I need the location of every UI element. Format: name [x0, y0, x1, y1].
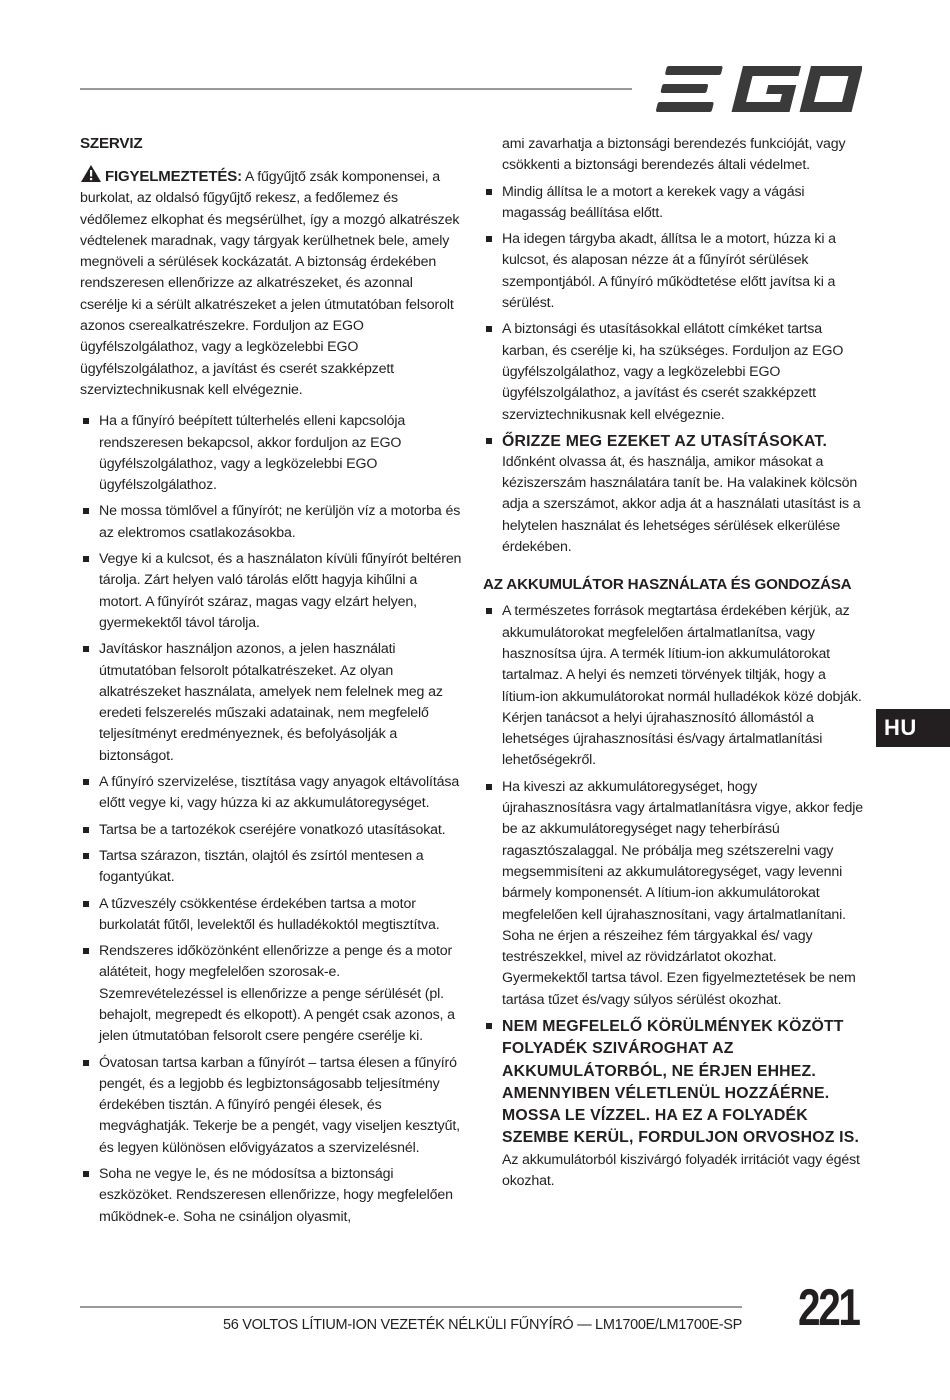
- list-item: Ha idegen tárgyba akadt, állítsa le a motort, húzza ki a kulcsot, és alaposan nézze át a fűnyírót sérülések szempontjából. A fűnyíró működtetése előtt javítsa ki a sérülést.: [483, 229, 865, 314]
- keep-instructions-heading: ŐRIZZE MEG EZEKET AZ UTASÍTÁSOKAT.: [502, 432, 828, 450]
- continued-text: ami zavarhatja a biztonsági berendezés funkcióját, vagy csökkenti a biztonsági berendezés általi védelmet.: [502, 136, 846, 174]
- leak-warning-heading: NEM MEGFELELŐ KÖRÜLMÉNYEK KÖZÖTT FOLYADÉK SZIVÁROGHAT AZ AKKUMULÁTORBÓL, NE ÉRJEN EHHEZ. AMENNYIBEN VÉLETLENÜL HOZZÁÉRNE. MOSSA LE VÍZZEL. HA EZ A FOLYADÉK SZEMBE KERÜL, FORDULJON ORVOSHOZ IS.: [502, 1017, 860, 1147]
- list-item: A biztonsági és utasításokkal ellátott címkéket tartsa karban, és cserélje ki, ha szükséges. Forduljon az EGO ügyfélszolgálathoz, vagy a legközelebbi EGO ügyfélszolgálathoz, a javítást és cserét szakképzett szerviztechnikusnak kell elvégeznie.: [483, 319, 865, 425]
- list-item: Tartsa be a tartozékok cseréjére vonatkozó utasításokat.: [80, 820, 462, 841]
- service-heading: SZERVIZ: [80, 135, 143, 152]
- battery-list: [483, 601, 865, 1192]
- list-item: Mindig állítsa le a motort a kerekek vagy a vágási magasság beállítása előtt.: [483, 182, 865, 225]
- warning-label: FIGYELMEZTETÉS:: [105, 168, 242, 185]
- list-item: Ha kiveszi az akkumulátoregységet, hogy újrahasznosításra vagy ártalmatlanításra vigye, akkor fedje be az akkumulátoregységet nagy teherbírású ragasztószalaggal. Ne próbálja meg szétszerelni vagy megsemmisíteni az akkumulátoregységet, vagy levenni bármely komponensét. A lítium-ion akkumulátorokat megfelelően kell újrahasznosítani, vagy ártalmatlanítani. Soha ne érjen a részeihez fém tárgyakkal és/ vagy testrészekkel, mivel az rövidzárlatot okozhat. Gyermekektől tartsa távol. Ezen figyelmeztetések be nem tartása tűzet és/vagy súlyos sérülést okozhat.: [483, 777, 865, 1011]
- list-item: Soha ne vegye le, és ne módosítsa a biztonsági eszközöket. Rendszeresen ellenőrizze, hogy megfelelően működnek-e. Soha ne csináljon olyasmit,: [80, 1164, 462, 1228]
- list-item: Óvatosan tartsa karban a fűnyírót – tartsa élesen a fűnyíró pengét, és a legjobb és legbiztonságosabb teljesítmény érdekében tisztán. A fűnyíró pengéi élesek, és megvághatják. Tekerje be a pengét, vagy viseljen kesztyűt, és legyen különösen elővigyázatos a szervizelésnél.: [80, 1053, 462, 1159]
- footer-title: 56 VOLTOS LÍTIUM-ION VEZETÉK NÉLKÜLI FŰNYÍRÓ — LM1700E/LM1700E-SP: [222, 1317, 742, 1333]
- list-item: A természetes források megtartása érdekében kérjük, az akkumulátorokat megfelelően ártalmatlanítsa, vagy hasznosítsa újra. A termék lítium-ion akkumulátorokat tartalmaz. A helyi és nemzeti törvények tiltják, hogy a lítium-ion akkumulátorokat normál hulladékok közé dobják. Kérjen tanácsot a helyi újrahasznosító állomástól a lehetséges újrahasznosítási és/vagy ártalmatlanítási lehetőségekről.: [483, 601, 865, 771]
- warning-triangle-icon: [80, 164, 102, 183]
- keep-instructions-item: [483, 431, 865, 558]
- list-item: A fűnyíró szervizelése, tisztítása vagy anyagok eltávolítása előtt vegye ki, vagy húzza ki az akkumulátoregységet.: [80, 772, 462, 815]
- list-item: Ha a fűnyíró beépített túlterhelés elleni kapcsolója rendszeresen bekapcsol, akkor forduljon az EGO ügyfélszolgálathoz, vagy a legközelebbi EGO ügyfélszolgálathoz.: [80, 411, 462, 496]
- language-tab: HU: [876, 709, 950, 747]
- battery-heading: AZ AKKUMULÁTOR HASZNÁLATA ÉS GONDOZÁSA: [483, 576, 852, 594]
- battery-leak-item: [483, 1016, 865, 1192]
- ego-logo: [652, 62, 862, 116]
- page-number: 221: [798, 1279, 859, 1337]
- list-item: Ne mossa tömlővel a fűnyírót; ne kerüljön víz a motorba és az elektromos csatlakozásokba.: [80, 501, 462, 544]
- footer-rule: [80, 1306, 742, 1308]
- service-list: [80, 411, 462, 1228]
- left-column: [80, 130, 462, 1233]
- leak-warning-text: Az akkumulátorból kiszivárgó folyadék irritációt vagy égést okozhat.: [502, 1151, 860, 1190]
- list-item: Vegye ki a kulcsot, és a használaton kívüli fűnyírót beltéren tárolja. Zárt helyen való tárolás előtt hagyja kihűlni a motort. A fűnyírót száraz, magas vagy elzárt helyen, gyermekektől távol tárolja.: [80, 549, 462, 634]
- header-rule: [80, 88, 632, 90]
- list-item: A tűzveszély csökkentése érdekében tartsa a motor burkolatát fűtől, levelektől és hulladékoktól megtisztítva.: [80, 894, 462, 937]
- warning-text: A fűgyűjtő zsák komponensei, a burkolat, az oldalsó fűgyűjtő rekesz, a fedőlemez és védőlemez elkophat és megsérülhet, így a mozgó alkatrészek védtelenek maradnak, vagy tárgyak kerülhetnek bele, amely megnöveli a sérülések kockázatát. A biztonság érdekében rendszeresen ellenőrizze az alkatrészeket, és azonnal cserélje ki a sérült alkatrészeket a jelen útmutatóban felsorolt azonos cserealkatrészekre. Forduljon az EGO ügyfélszolgálathoz, vagy a legközelebbi EGO ügyfélszolgálathoz, a javítást és cserét szakképzett szerviztechnikusnak kell elvégeznie.: [80, 169, 460, 398]
- service-list-continued: [483, 182, 865, 559]
- list-item: Rendszeres időközönként ellenőrizze a penge és a motor alátéteit, hogy megfelelően szorosak-e. Szemrevételezéssel is ellenőrizze a penge sérülését (pl. behajolt, megrepedt és elkopott). A pengét csak azonos, a jelen útmutatóban felsorolt csere pengére cserélje ki.: [80, 941, 462, 1047]
- keep-instructions-text: Időnként olvassa át, és használja, amikor másokat a kéziszerszám használatára tanít be. Ha valakinek kölcsön adja a szerszámot, akkor adja át a használati utasítást is a helytelen használat és lehetséges sérülések elkerülése érdekében.: [502, 453, 861, 556]
- warning-paragraph: [80, 164, 462, 401]
- right-column: [483, 134, 865, 1197]
- list-item: Javításkor használjon azonos, a jelen használati útmutatóban felsorolt pótalkatrészeket. Az olyan alkatrészeket használata, amelyek nem felelnek meg az eredeti felszerelés műszaki adatainak, nem megfelelő teljesítményt eredményeznek, és befolyásolják a biztonságot.: [80, 639, 462, 767]
- list-item: Tartsa szárazon, tisztán, olajtól és zsírtól mentesen a fogantyúkat.: [80, 846, 462, 889]
